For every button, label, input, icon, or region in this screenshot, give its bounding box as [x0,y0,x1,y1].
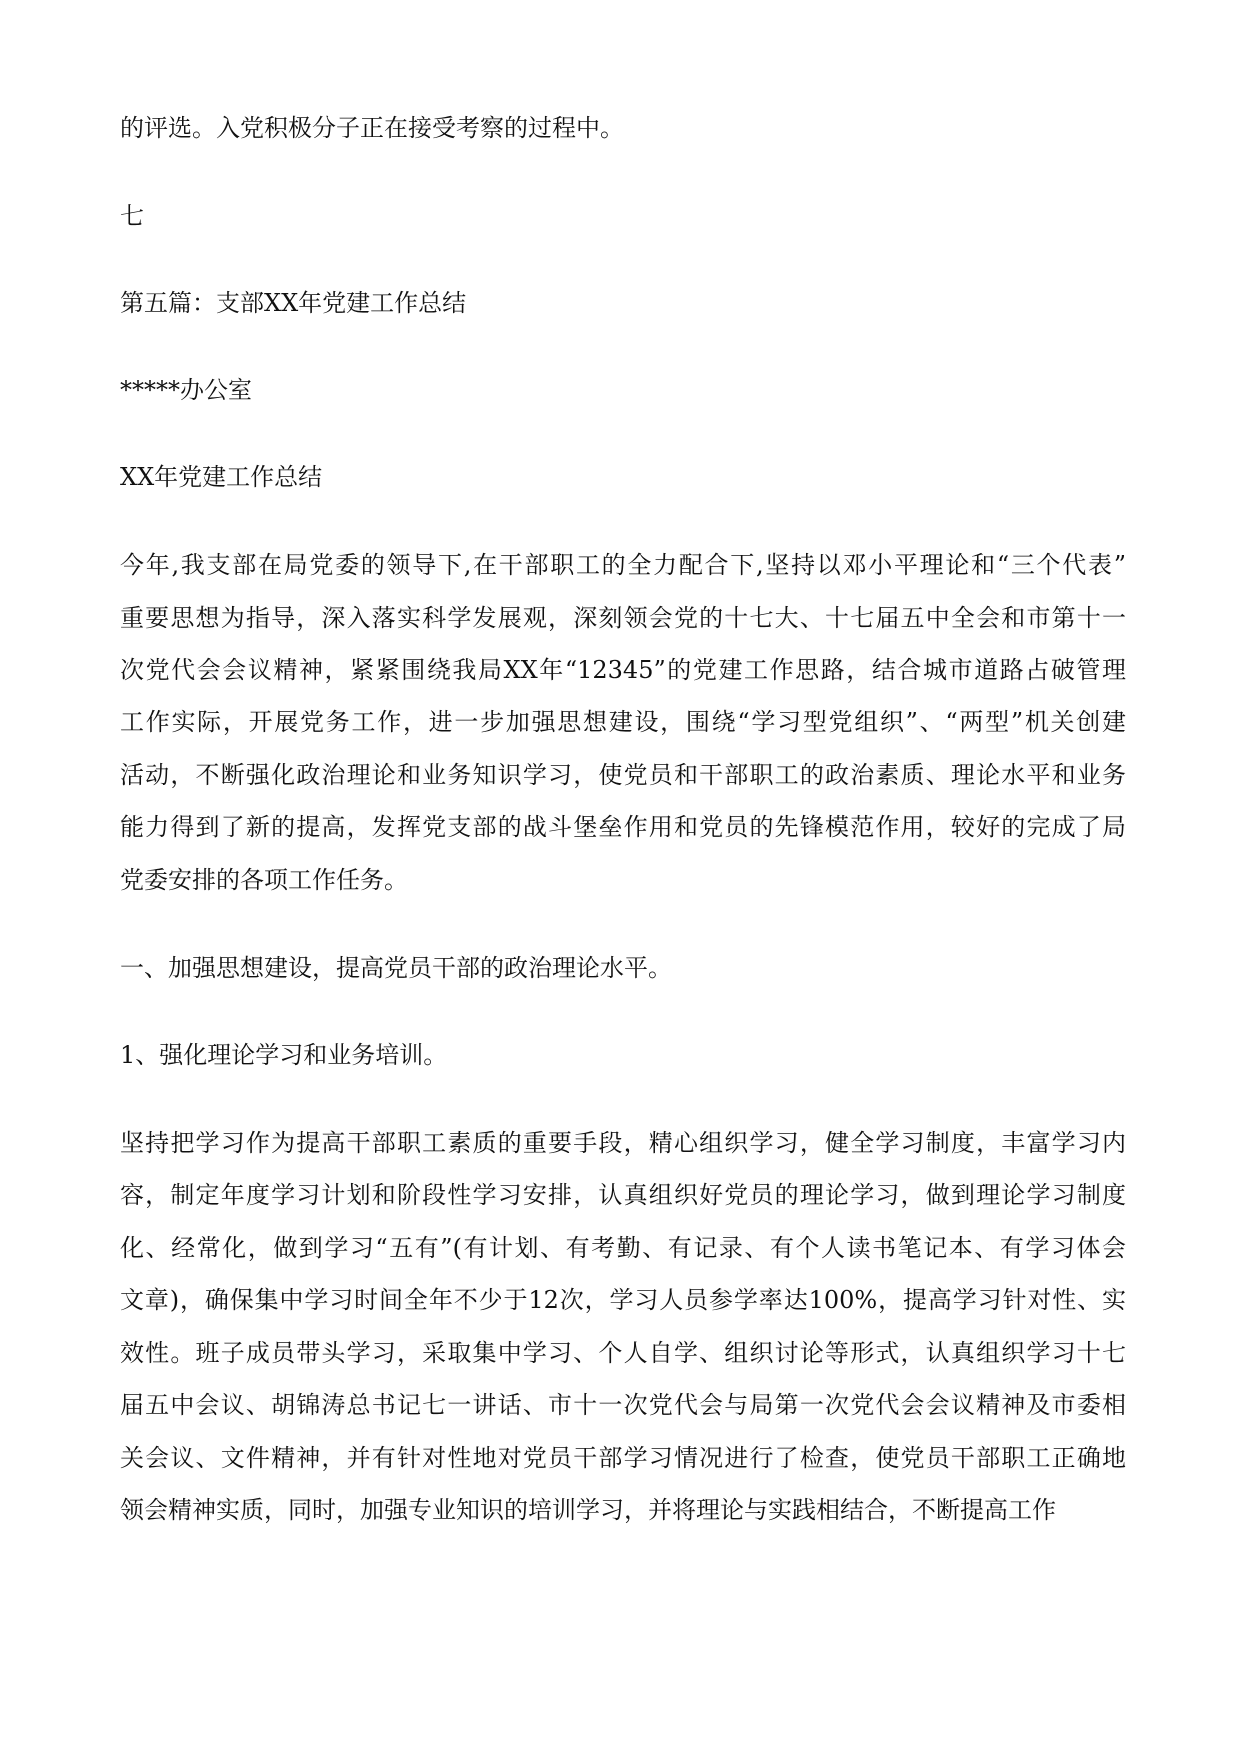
text-line-continuation: 的评选。入党积极分子正在接受考察的过程中。 [120,114,624,142]
article-heading: 第五篇：支部XX年党建工作总结 [120,289,467,317]
intro-paragraph-line: 次党代会会议精神，紧紧围绕我局XX年“12345”的党建工作思路，结合城市道路占破管理 [120,656,1126,684]
body-paragraph-line: 文章)，确保集中学习时间全年不少于12次，学习人员参学率达100%，提高学习针对性、实 [120,1286,1126,1314]
body-paragraph-line: 效性。班子成员带头学习，采取集中学习、个人自学、组织讨论等形式，认真组织学习十七 [120,1339,1126,1367]
body-paragraph-line: 坚持把学习作为提高干部职工素质的重要手段，精心组织学习，健全学习制度，丰富学习内 [120,1129,1126,1157]
section-heading-one: 一、加强思想建设，提高党员干部的政治理论水平。 [120,954,672,982]
intro-paragraph-line: 活动，不断强化政治理论和业务知识学习，使党员和干部职工的政治素质、理论水平和业务 [120,761,1126,789]
office-name: *****办公室 [120,376,252,404]
section-number-seven: 七 [120,202,144,230]
intro-paragraph-line: 能力得到了新的提高，发挥党支部的战斗堡垒作用和党员的先锋模范作用，较好的完成了局 [120,813,1126,841]
subsection-heading-1: 1、强化理论学习和业务培训。 [120,1041,448,1069]
body-paragraph-line: 化、经常化，做到学习“五有”(有计划、有考勤、有记录、有个人读书笔记本、有学习体会 [120,1234,1126,1262]
intro-paragraph-line: 重要思想为指导，深入落实科学发展观，深刻领会党的十七大、十七届五中全会和市第十一 [120,604,1126,632]
intro-paragraph-line: 党委安排的各项工作任务。 [120,866,408,894]
intro-paragraph-line: 工作实际，开展党务工作，进一步加强思想建设，围绕“学习型党组织”、“两型”机关创建 [120,708,1126,736]
body-paragraph-line: 容，制定年度学习计划和阶段性学习安排，认真组织好党员的理论学习，做到理论学习制度 [120,1181,1126,1209]
document-title: XX年党建工作总结 [120,463,323,491]
body-paragraph-line: 届五中会议、胡锦涛总书记七一讲话、市十一次党代会与局第一次党代会会议精神及市委相 [120,1391,1126,1419]
body-paragraph-line: 领会精神实质，同时，加强专业知识的培训学习，并将理论与实践相结合，不断提高工作 [120,1496,1056,1524]
body-paragraph-line: 关会议、文件精神，并有针对性地对党员干部学习情况进行了检查，使党员干部职工正确地 [120,1444,1126,1472]
intro-paragraph-line: 今年,我支部在局党委的领导下,在干部职工的全力配合下,坚持以邓小平理论和“三个代表” [120,551,1126,579]
